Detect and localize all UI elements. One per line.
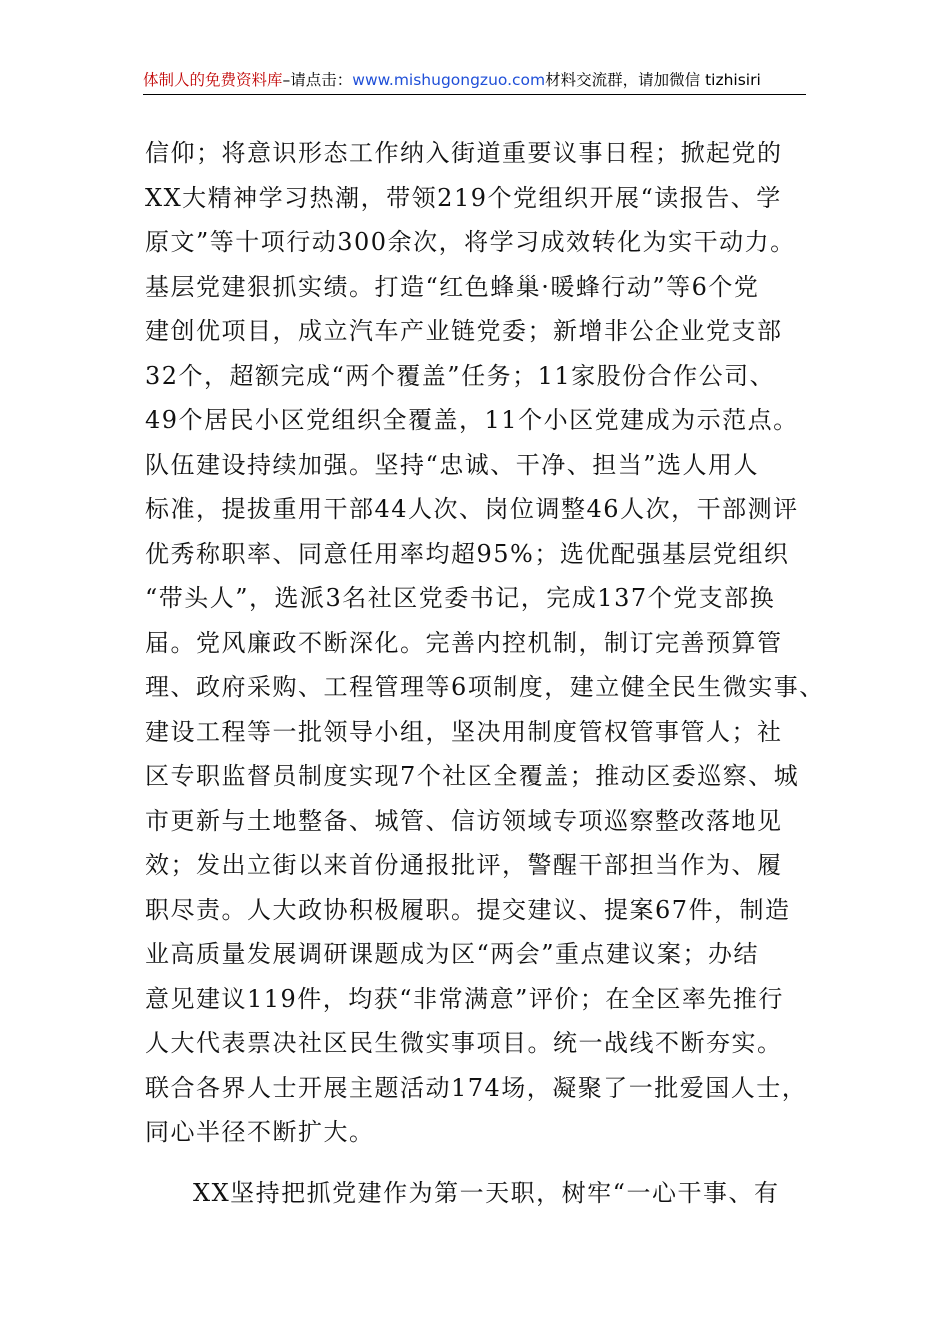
text-line: 32个，超额完成“两个覆盖”任务；11家股份合作公司、 [145, 361, 776, 390]
paragraph-gap [145, 1155, 807, 1171]
text-line: 信仰；将意识形态工作纳入街道重要议事日程；掀起党的 [145, 139, 783, 167]
text-line: XX坚持把抓党建作为第一天职，树牢“一心干事、有 [193, 1178, 780, 1207]
text-line: 职尽责。人大政协积极履职。提交建议、提案67件，制造 [145, 895, 791, 924]
text-line: 基层党建狠抓实绩。打造“红色蜂巢·暖蜂行动”等6个党 [145, 272, 760, 301]
text-line: 市更新与土地整备、城管、信访领域专项巡察整改落地见 [145, 806, 783, 835]
text-line: 联合各界人士开展主题活动174场，凝聚了一批爱国人士， [145, 1073, 808, 1102]
text-line: 同心半径不断扩大。 [145, 1118, 375, 1146]
text-line: 49个居民小区党组织全覆盖，11个小区党建成为示范点。 [145, 406, 799, 434]
paragraph-1 [145, 131, 825, 1155]
text-line: 建设工程等一批领导小组，坚决用制度管权管事管人；社 [145, 717, 783, 746]
text-line: 届。党风廉政不断深化。完善内控机制，制订完善预算管 [145, 628, 783, 657]
header-click-prompt: –请点击： [282, 71, 353, 89]
text-line: 效；发出立街以来首份通报批评，警醒干部担当作为、履 [145, 851, 783, 879]
text-line: 业高质量发展调研课题成为区“两会”重点建议案；办结 [145, 940, 760, 968]
text-line: 建创优项目，成立汽车产业链党委；新增非公企业党支部 [145, 317, 783, 345]
text-line: 队伍建设持续加强。坚持“忠诚、干净、担当”选人用人 [145, 450, 760, 479]
text-line: 理、政府采购、工程管理等6项制度，建立健全民生微实事、 [145, 673, 825, 701]
text-line: XX大精神学习热潮，带领219个党组织开展“读报告、学 [145, 183, 782, 212]
text-line: 意见建议119件，均获“非常满意”评价；在全区率先推行 [145, 984, 784, 1013]
text-line: 原文”等十项行动300余次，将学习成效转化为实干动力。 [145, 228, 796, 256]
paragraph-2 [145, 1171, 807, 1216]
text-line: 优秀称职率、同意任用率均超95%；选优配强基层党组织 [145, 539, 790, 568]
page-header [143, 66, 806, 95]
text-line: “带头人”，选派3名社区党委书记，完成137个党支部换 [145, 584, 776, 612]
text-line: 标准，提拔重用干部44人次、岗位调整46人次，干部测评 [145, 495, 799, 523]
document-body [145, 131, 825, 1215]
header-contact-text: 材料交流群，请加微信 tizhisiri [545, 71, 761, 89]
header-url-link[interactable]: www.mishugongzuo.com [352, 71, 546, 89]
text-line: 人大代表票决社区民生微实事项目。统一战线不断夯实。 [145, 1029, 783, 1057]
text-line: 区专职监督员制度实现7个社区全覆盖；推动区委巡察、城 [145, 762, 800, 790]
header-brand: 体制人的免费资料库 [143, 71, 283, 89]
